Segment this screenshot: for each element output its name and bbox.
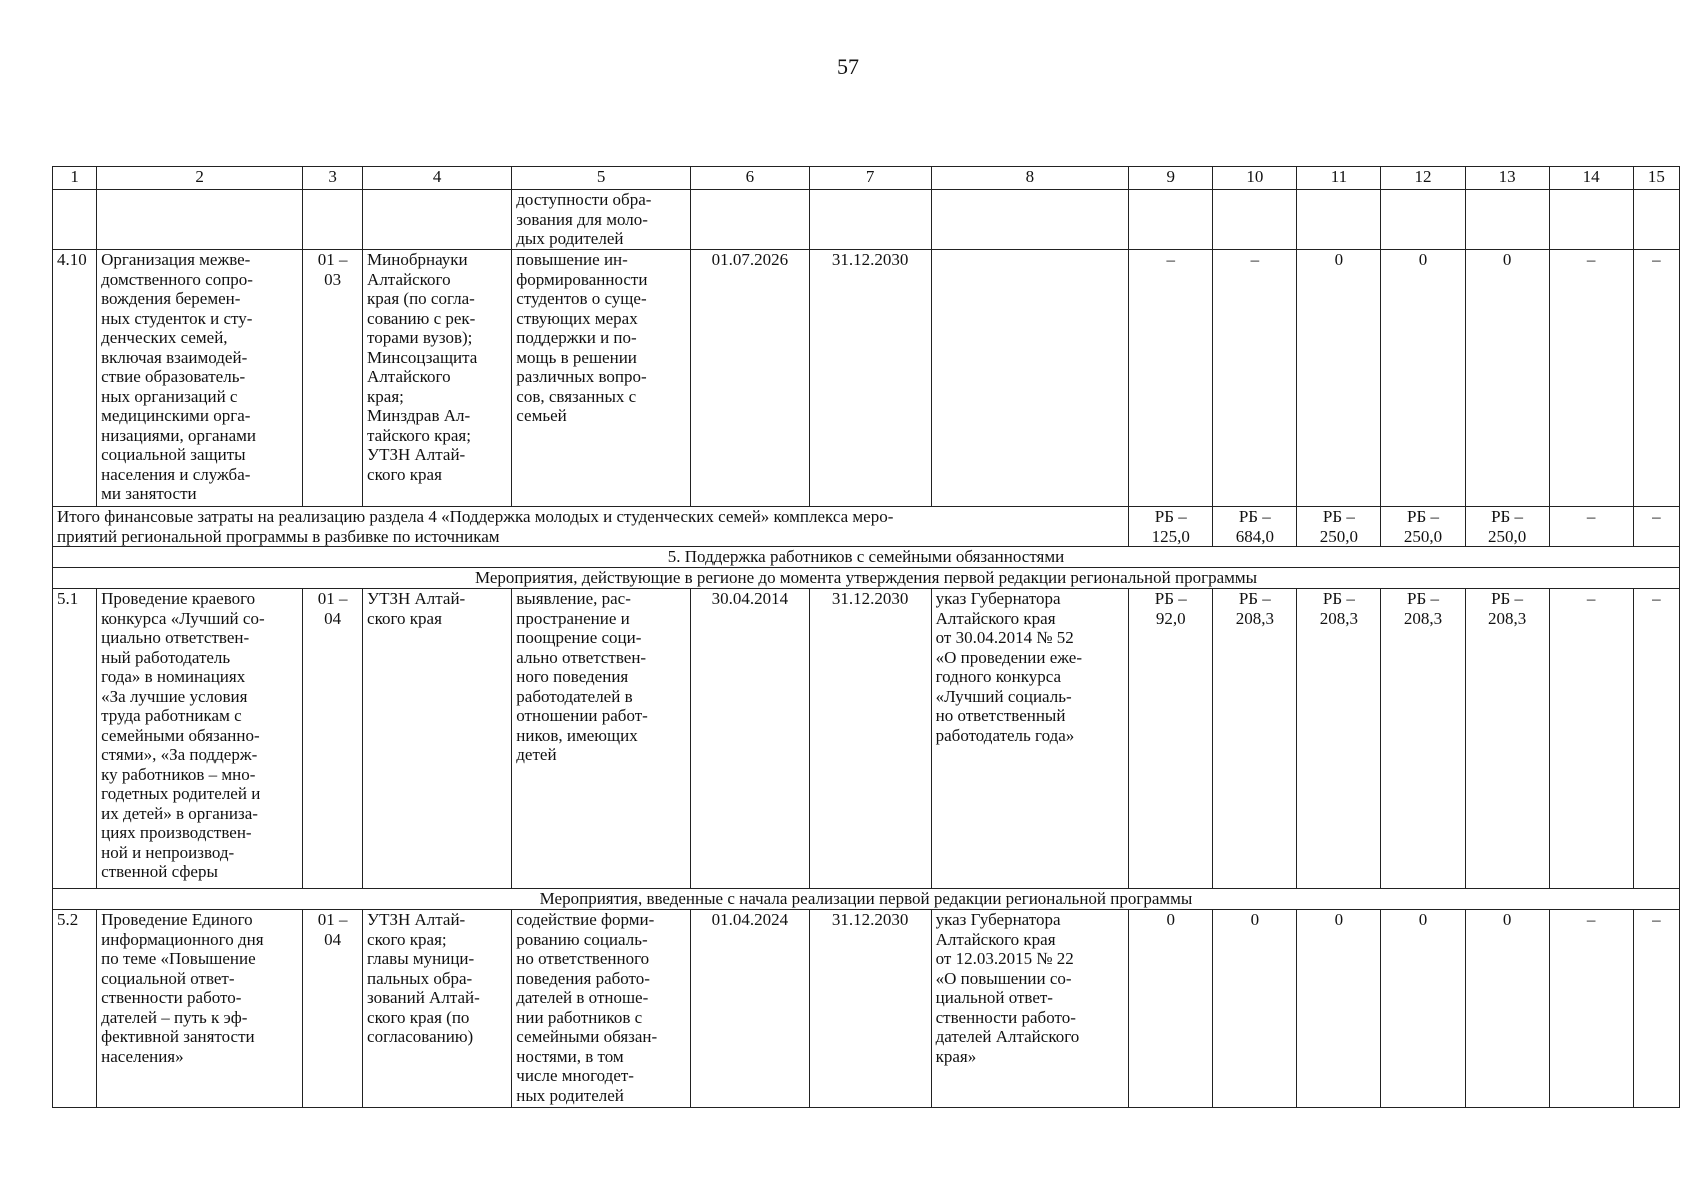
total-col-13: РБ – 250,0 bbox=[1465, 507, 1549, 547]
section-title: 5. Поддержка работников с семейными обязанностями bbox=[53, 547, 1680, 568]
col-header-9: 9 bbox=[1129, 167, 1213, 190]
col-header-13: 13 bbox=[1465, 167, 1549, 190]
row-number: 4.10 bbox=[53, 250, 97, 507]
section-total-row bbox=[53, 507, 1680, 547]
legal-basis: указ Губернатора Алтайского края от 12.03.2015 № 22 «О повышении со- циальной ответ- ственности работо- дателей Алтайского края» bbox=[931, 910, 1129, 1108]
funding-col-14: – bbox=[1549, 250, 1633, 507]
legal-basis bbox=[931, 250, 1129, 507]
end-date: 31.12.2030 bbox=[809, 250, 931, 507]
funding-col-14: – bbox=[1549, 910, 1633, 1108]
funding-col-13: 0 bbox=[1465, 910, 1549, 1108]
funding-col-10: – bbox=[1213, 250, 1297, 507]
funding-col-12: 0 bbox=[1381, 250, 1465, 507]
total-col-11: РБ – 250,0 bbox=[1297, 507, 1381, 547]
end-date: 31.12.2030 bbox=[809, 589, 931, 889]
measures-table bbox=[52, 166, 1680, 1108]
start-date: 01.04.2024 bbox=[690, 910, 809, 1108]
total-col-9: РБ – 125,0 bbox=[1129, 507, 1213, 547]
executor: УТЗН Алтай- ского края bbox=[363, 589, 512, 889]
col-header-11: 11 bbox=[1297, 167, 1381, 190]
funding-col-10: РБ – 208,3 bbox=[1213, 589, 1297, 889]
col-header-5: 5 bbox=[512, 167, 691, 190]
page-number: 57 bbox=[837, 54, 859, 79]
task-code: 01 – 04 bbox=[303, 589, 363, 889]
row-number: 5.2 bbox=[53, 910, 97, 1108]
total-col-14: – bbox=[1549, 507, 1633, 547]
start-date: 01.07.2026 bbox=[690, 250, 809, 507]
subsection-title-new: Мероприятия, введенные с начала реализации первой редакции региональной программы bbox=[53, 889, 1680, 910]
subsection-heading-row bbox=[53, 889, 1680, 910]
funding-col-15: – bbox=[1633, 250, 1679, 507]
total-col-10: РБ – 684,0 bbox=[1213, 507, 1297, 547]
measure-name: Организация межве- домственного сопро- вождения беремен- ных студенток и сту- денческих семей, включая взаимодей- ствие образователь- ных организаций с медицинскими орга- низациями, органами социальной защиты населения и служба- ми занятости bbox=[97, 250, 303, 507]
column-number-row bbox=[53, 167, 1680, 190]
section-heading-row bbox=[53, 547, 1680, 568]
table-row bbox=[53, 589, 1680, 889]
funding-col-14: – bbox=[1549, 589, 1633, 889]
col-header-6: 6 bbox=[690, 167, 809, 190]
funding-col-13: РБ – 208,3 bbox=[1465, 589, 1549, 889]
measure-name: Проведение краевого конкурса «Лучший со- циально ответствен- ный работодатель года» в номинациях «За лучшие условия труда работникам с семейными обязанно- стями», «За поддерж- ку работников – мно- годетных родителей и их детей» в организа- циях производствен- ной и непроизвод- ственной сферы bbox=[97, 589, 303, 889]
col-header-14: 14 bbox=[1549, 167, 1633, 190]
expected-result: выявление, рас- пространение и поощрение соци- ально ответствен- ного поведения работодателей в отношении работ- ников, имеющих детей bbox=[512, 589, 691, 889]
table-row bbox=[53, 250, 1680, 507]
funding-col-12: 0 bbox=[1381, 910, 1465, 1108]
measure-name: Проведение Единого информационного дня по теме «Повышение социальной ответ- ственности работо- дателей – путь к эф- фективной занятости населения» bbox=[97, 910, 303, 1108]
col-header-3: 3 bbox=[303, 167, 363, 190]
expected-result: повышение ин- формированности студентов о суще- ствующих мерах поддержки и по- мощь в решении различных вопро- сов, связанных с семьей bbox=[512, 250, 691, 507]
subsection-title-existing: Мероприятия, действующие в регионе до момента утверждения первой редакции региональной программы bbox=[53, 568, 1680, 589]
task-code: 01 – 03 bbox=[303, 250, 363, 507]
col-header-10: 10 bbox=[1213, 167, 1297, 190]
subsection-heading-row bbox=[53, 568, 1680, 589]
task-code: 01 – 04 bbox=[303, 910, 363, 1108]
executor: УТЗН Алтай- ского края; главы муници- пальных обра- зований Алтай- ского края (по согласованию) bbox=[363, 910, 512, 1108]
funding-col-11: РБ – 208,3 bbox=[1297, 589, 1381, 889]
funding-col-15: – bbox=[1633, 589, 1679, 889]
col-header-12: 12 bbox=[1381, 167, 1465, 190]
legal-basis: указ Губернатора Алтайского края от 30.04.2014 № 52 «О проведении еже- годного конкурса «Лучший социаль- но ответственный работодатель года» bbox=[931, 589, 1129, 889]
funding-col-9: РБ – 92,0 bbox=[1129, 589, 1213, 889]
funding-col-11: 0 bbox=[1297, 250, 1381, 507]
expected-result: содействие форми- рованию социаль- но ответственного поведения работо- дателей в отноше- нии работников с семейными обязан- ностями, в том числе многодет- ных родителей bbox=[512, 910, 691, 1108]
start-date: 30.04.2014 bbox=[690, 589, 809, 889]
end-date: 31.12.2030 bbox=[809, 910, 931, 1108]
col-header-1: 1 bbox=[53, 167, 97, 190]
col-header-4: 4 bbox=[363, 167, 512, 190]
funding-col-11: 0 bbox=[1297, 910, 1381, 1108]
total-col-12: РБ – 250,0 bbox=[1381, 507, 1465, 547]
col-header-8: 8 bbox=[931, 167, 1129, 190]
continuation-row bbox=[53, 190, 1680, 250]
funding-col-9: 0 bbox=[1129, 910, 1213, 1108]
executor: Минобрнауки Алтайского края (по согла- сованию с рек- торами вузов); Минсоцзащита Алтайского края; Минздрав Ал- тайского края; УТЗН Алтай- ского края bbox=[363, 250, 512, 507]
col-header-7: 7 bbox=[809, 167, 931, 190]
table-row bbox=[53, 910, 1680, 1108]
funding-col-10: 0 bbox=[1213, 910, 1297, 1108]
row-number: 5.1 bbox=[53, 589, 97, 889]
continuation-result: доступности обра- зования для моло- дых родителей bbox=[512, 190, 691, 250]
col-header-15: 15 bbox=[1633, 167, 1679, 190]
section-total-label: Итого финансовые затраты на реализацию раздела 4 «Поддержка молодых и студенческих семей» комплекса меро- приятий региональной программы в разбивке по источникам bbox=[53, 507, 1129, 547]
total-col-15: – bbox=[1633, 507, 1679, 547]
funding-col-9: – bbox=[1129, 250, 1213, 507]
funding-col-15: – bbox=[1633, 910, 1679, 1108]
col-header-2: 2 bbox=[97, 167, 303, 190]
funding-col-12: РБ – 208,3 bbox=[1381, 589, 1465, 889]
funding-col-13: 0 bbox=[1465, 250, 1549, 507]
